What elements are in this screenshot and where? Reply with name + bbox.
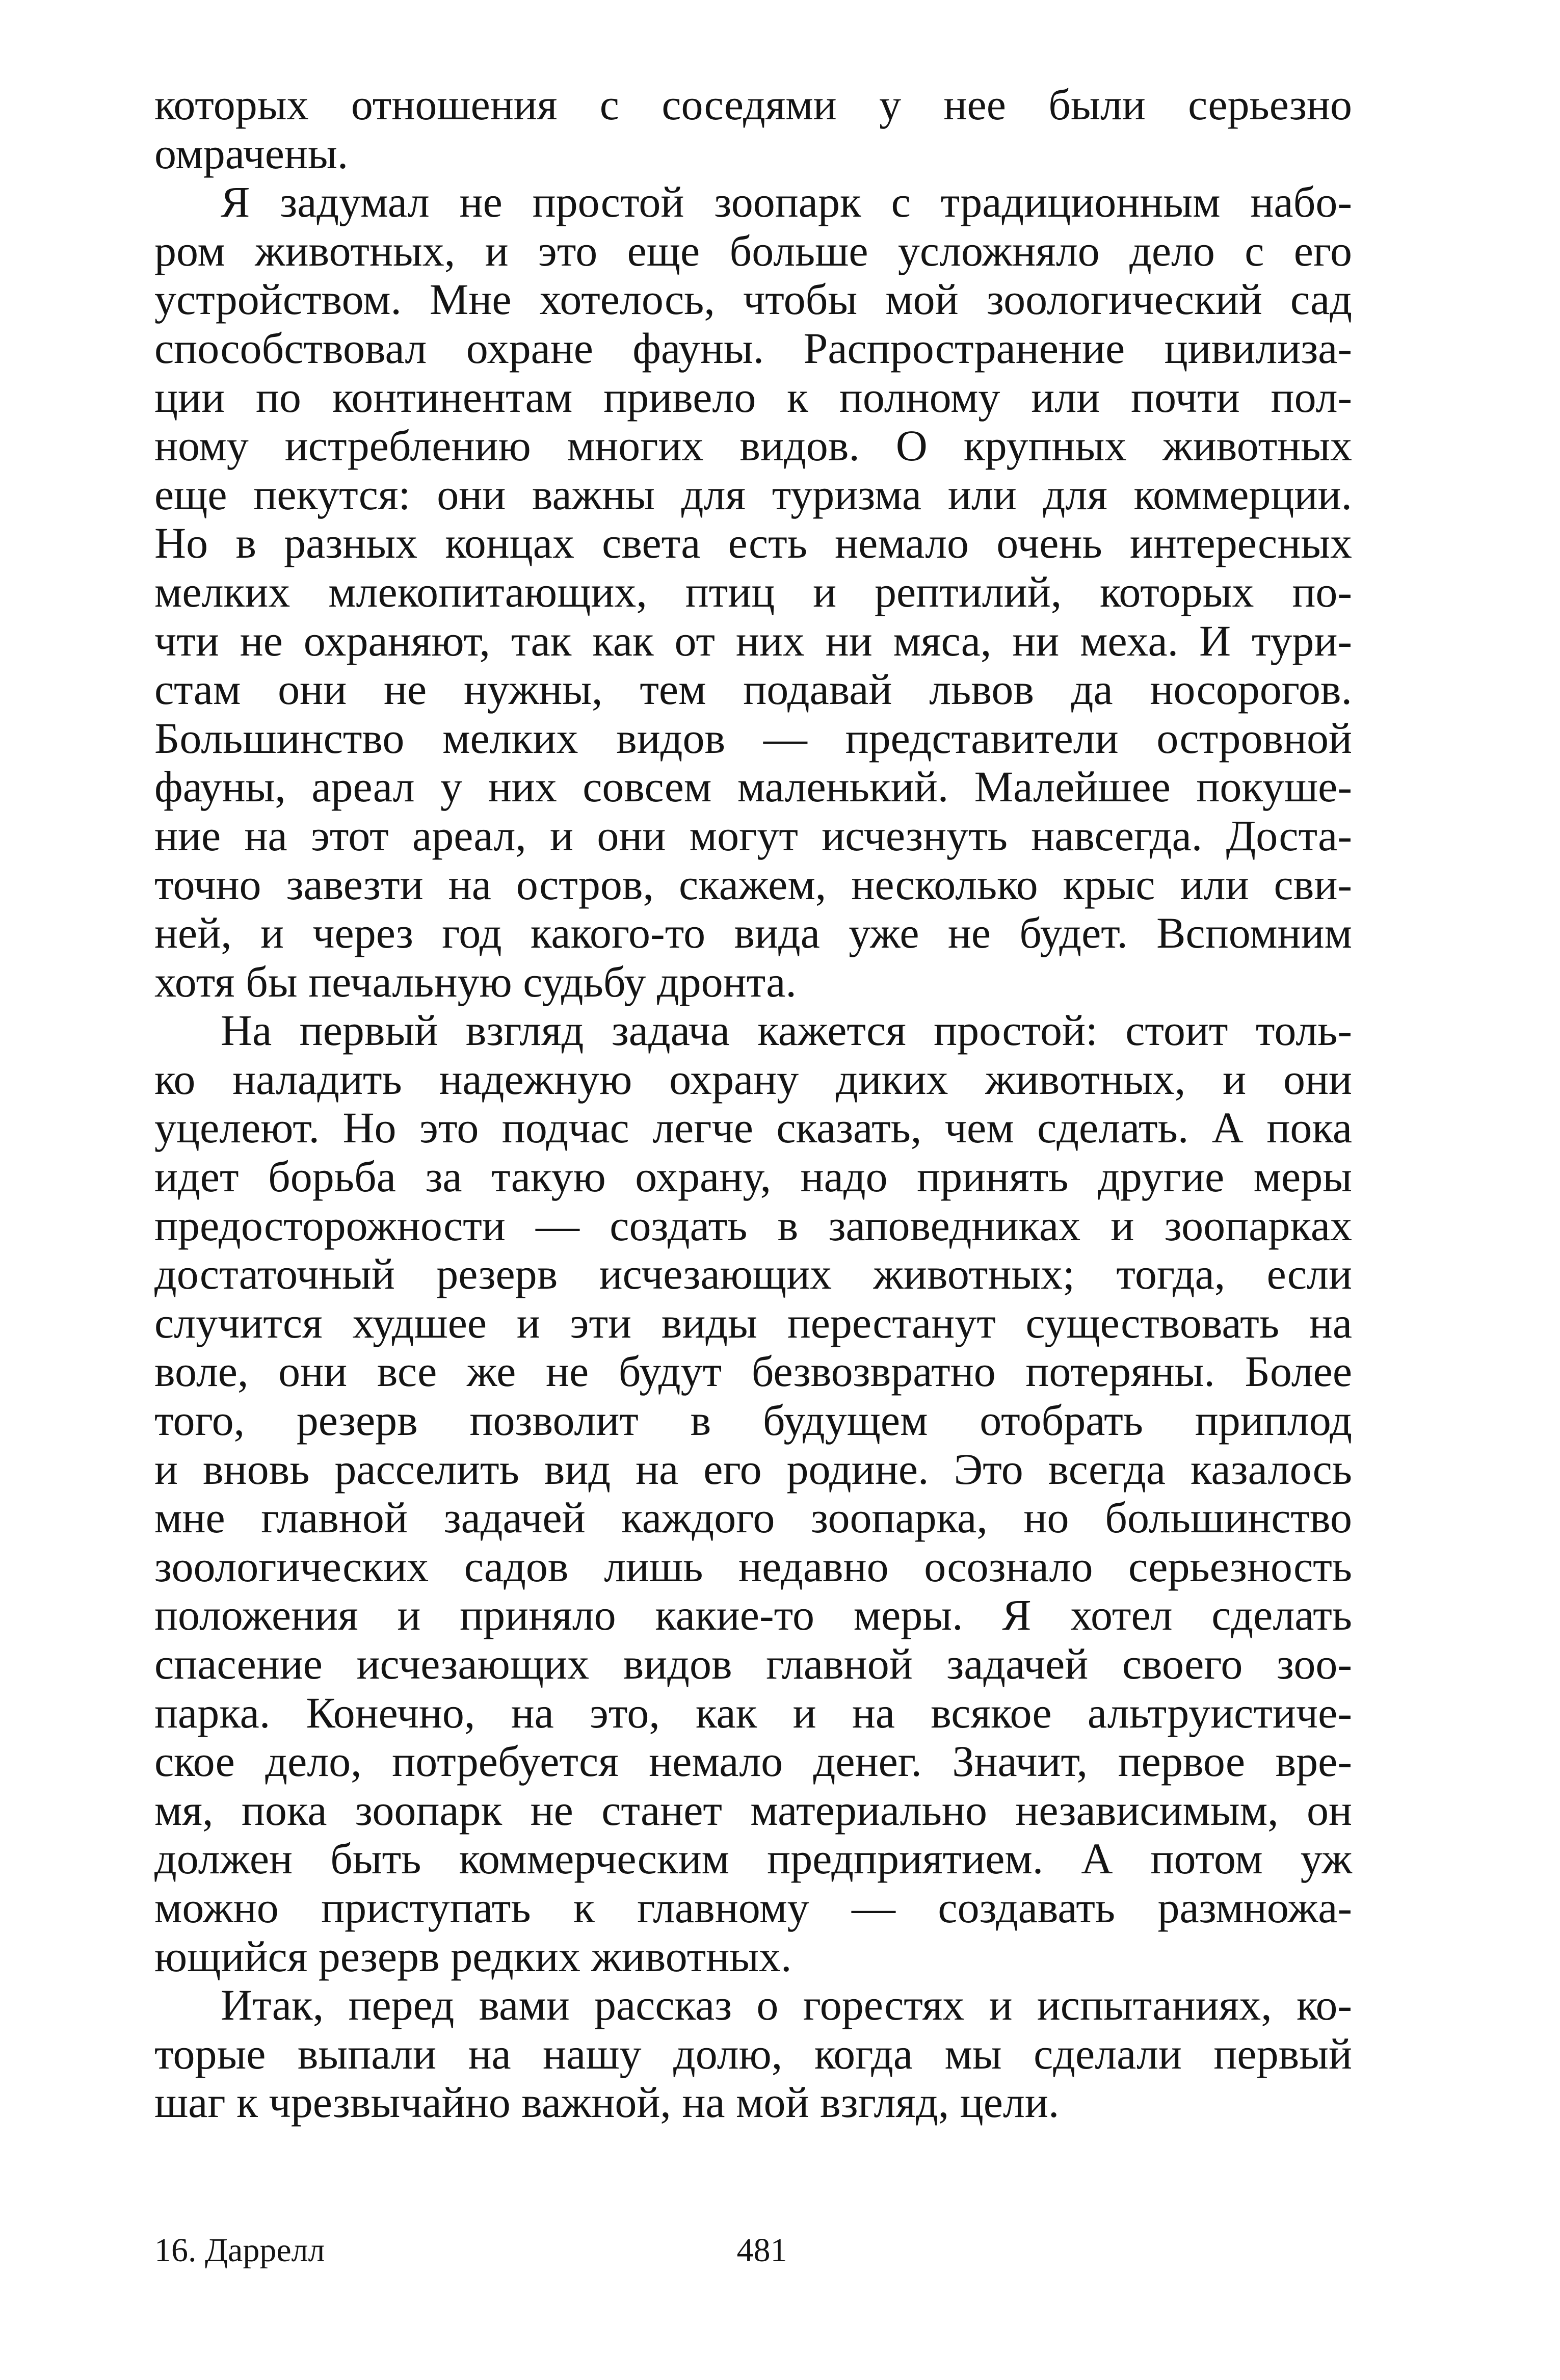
text-line: случится худшее и эти виды перестанут существовать на [154, 1298, 1352, 1347]
text-line: На первый взгляд задача кажется простой: стоит толь- [221, 1006, 1352, 1055]
printer-signature: 16. Даррелл [154, 2232, 325, 2269]
text-line: ному истреблению многих видов. О крупных животных [154, 421, 1352, 470]
text-line: спасение исчезающих видов главной задачей своего зоо- [154, 1639, 1352, 1688]
text-line: точно завезти на остров, скажем, несколько крыс или сви- [154, 859, 1352, 909]
text-line: ции по континентам привело к полному или почти пол- [154, 372, 1352, 422]
text-line: ющийся резерв редких животных. [154, 1931, 792, 1981]
text-line: достаточный резерв исчезающих животных; тогда, если [154, 1249, 1352, 1299]
text-line: мя, пока зоопарк не станет материально независимым, он [154, 1785, 1352, 1835]
text-line: еще пекутся: они важны для туризма или для коммерции. [154, 469, 1352, 519]
book-page-text [154, 81, 1352, 2127]
text-line: Я задумал не простой зоопарк с традиционным набо- [221, 177, 1352, 227]
text-line: и вновь расселить вид на его родине. Это всегда казалось [154, 1444, 1352, 1494]
text-line: мне главной задачей каждого зоопарка, но большинство [154, 1493, 1352, 1542]
text-line: ское дело, потребуется немало денег. Значит, первое вре- [154, 1737, 1352, 1786]
text-line: воле, они все же не будут безвозвратно потеряны. Более [154, 1347, 1352, 1396]
text-line: ко наладить надежную охрану диких животных, и они [154, 1054, 1352, 1104]
text-line: должен быть коммерческим предприятием. А потом уж [154, 1834, 1352, 1884]
text-line: положения и приняло какие-то меры. Я хотел сделать [154, 1590, 1352, 1640]
text-line: фауны, ареал у них совсем маленький. Малейшее покуше- [154, 762, 1352, 812]
text-line: парка. Конечно, на это, как и на всякое альтруистиче- [154, 1688, 1352, 1737]
text-line: мелких млекопитающих, птиц и рептилий, которых по- [154, 567, 1352, 616]
text-line: зоологических садов лишь недавно осознало серьезность [154, 1541, 1352, 1591]
text-line: ней, и через год какого-то вида уже не будет. Вспомним [154, 908, 1352, 958]
text-line: чти не охраняют, так как от них ни мяса, ни меха. И тури- [154, 616, 1352, 665]
page-footer [154, 2228, 1352, 2273]
text-line: хотя бы печальную судьбу дронта. [154, 957, 797, 1006]
text-line: шаг к чрезвычайно важной, на мой взгляд, цели. [154, 2078, 1060, 2127]
text-line: того, резерв позволит в будущем отобрать приплод [154, 1396, 1352, 1445]
text-line: ние на этот ареал, и они могут исчезнуть навсегда. Доста- [154, 810, 1352, 860]
page-number: 481 [736, 2232, 787, 2269]
text-line: Но в разных концах света есть немало очень интересных [154, 518, 1352, 568]
text-line: стам они не нужны, тем подавай львов да носорогов. [154, 665, 1352, 714]
text-line: Итак, перед вами рассказ о горестях и испытаниях, ко- [221, 1980, 1352, 2030]
text-line: способствовал охране фауны. Распространение цивилиза- [154, 323, 1352, 373]
text-line: устройством. Мне хотелось, чтобы мой зоологический сад [154, 275, 1352, 324]
text-line: уцелеют. Но это подчас легче сказать, чем сделать. А пока [154, 1103, 1352, 1153]
text-line: торые выпали на нашу долю, когда мы сделали первый [154, 2029, 1352, 2078]
text-line: ром животных, и это еще больше усложняло дело с его [154, 226, 1352, 275]
text-line: омрачены. [154, 128, 349, 178]
text-line: идет борьба за такую охрану, надо принять другие меры [154, 1152, 1352, 1201]
text-line: Большинство мелких видов — представители островной [154, 713, 1352, 763]
text-line: предосторожности — создать в заповедниках и зоопарках [154, 1200, 1352, 1250]
text-line: которых отношения с соседями у нее были серьезно [154, 80, 1352, 129]
text-line: можно приступать к главному — создавать размножа- [154, 1882, 1352, 1932]
